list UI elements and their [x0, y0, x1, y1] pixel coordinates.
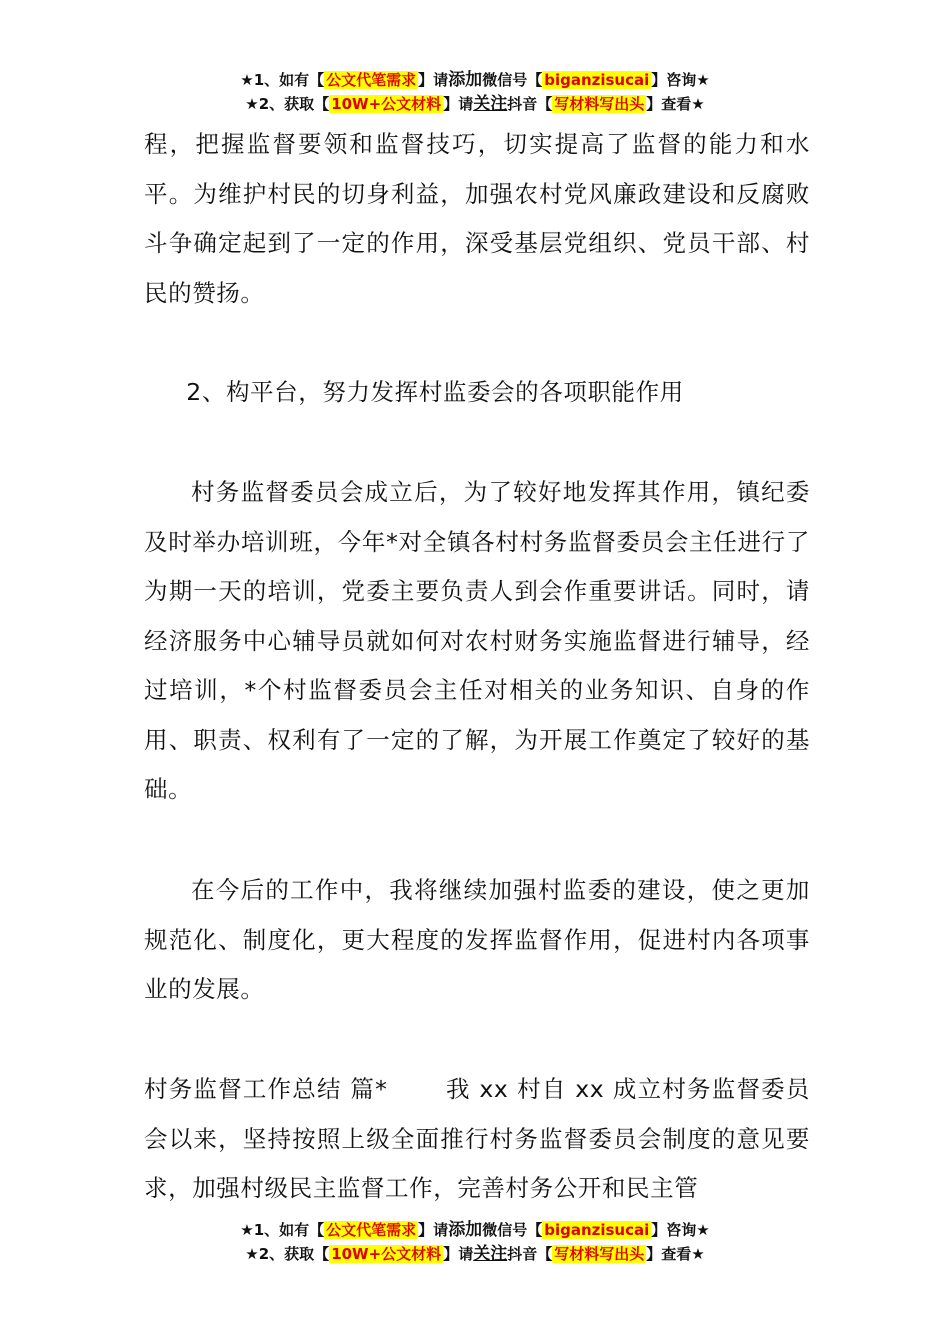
banner-emphasis: 关注	[473, 1244, 508, 1264]
banner-emphasis: 关注	[473, 94, 508, 114]
paragraph-text: 在今后的工作中，我将继续加强村监委的建设，使之更加规范化、制度化，更大程度的发挥监督作用，促进村内各项事业的发展。	[144, 876, 810, 1003]
paragraph-text: 程，把握监督要领和监督技巧，切实提高了监督的能力和水平。为维护村民的切身利益，加强农村党风廉政建设和反腐败斗争确定起到了一定的作用，深受基层党组织、党员干部、村民的赞扬。	[144, 130, 810, 307]
paragraph-body: 我 xx 村自 xx 成立村务监督委员会以来，坚持按照上级全面推行村务监督委员会制度的意见要求，加强村级民主监督工作，完善村务公开和民主管	[144, 1075, 810, 1202]
highlight-service: 公文代笔需求	[326, 71, 417, 89]
banner-text: 】请	[443, 95, 474, 113]
highlight-wechat-id: biganzisucai	[544, 71, 650, 89]
heading-text: 2、构平台，努力发挥村监委会的各项职能作用	[186, 378, 684, 406]
banner-text: 】咨询★	[651, 1221, 710, 1239]
banner-emphasis: 添加	[448, 1220, 483, 1240]
paragraph-text	[144, 1065, 810, 1214]
section-heading	[144, 368, 810, 418]
banner-text: 微信号【	[482, 71, 543, 89]
banner-line-2	[0, 1242, 950, 1266]
banner-line-2	[0, 92, 950, 116]
banner-text: ★1、如有【	[240, 1221, 325, 1239]
banner-text: 】咨询★	[651, 71, 710, 89]
banner-text: ★1、如有【	[240, 71, 325, 89]
paragraph-text: 村务监督委员会成立后，为了较好地发挥其作用，镇纪委及时举办培训班，今年*对全镇各村村务监督委员会主任进行了为期一天的培训，党委主要负责人到会作重要讲话。同时，请经济服务中心辅导员就如何对农村财务实施监督进行辅导，经过培训，*个村监督委员会主任对相关的业务知识、自身的作用、职责、权利有了一定的了解，为开展工作奠定了较好的基础。	[144, 478, 810, 803]
highlight-materials: 10W+公文材料	[331, 1245, 442, 1263]
banner-text: 】查看★	[646, 1245, 705, 1263]
banner-text: 抖音【	[507, 95, 553, 113]
banner-text: 】请	[418, 71, 449, 89]
banner-text: 抖音【	[507, 1245, 553, 1263]
banner-emphasis: 添加	[448, 70, 483, 90]
highlight-service: 公文代笔需求	[326, 1221, 417, 1239]
paragraph-continued	[144, 120, 810, 318]
banner-line-1	[0, 1218, 950, 1242]
banner-text: 微信号【	[482, 1221, 543, 1239]
top-banner	[0, 68, 950, 116]
paragraph-future	[144, 866, 810, 1015]
highlight-materials: 10W+公文材料	[331, 95, 442, 113]
paragraph-training	[144, 468, 810, 815]
bottom-banner	[0, 1218, 950, 1266]
banner-text: 】请	[418, 1221, 449, 1239]
banner-text: 】查看★	[646, 95, 705, 113]
paragraph-summary	[144, 1065, 810, 1214]
banner-text: 】请	[443, 1245, 474, 1263]
banner-text: ★2、获取【	[245, 1245, 330, 1263]
highlight-douyin-id: 写材料写出头	[554, 95, 645, 113]
article-title: 村务监督工作总结 篇*	[144, 1075, 388, 1103]
banner-line-1	[0, 68, 950, 92]
highlight-douyin-id: 写材料写出头	[554, 1245, 645, 1263]
highlight-wechat-id: biganzisucai	[544, 1221, 650, 1239]
banner-text: ★2、获取【	[245, 95, 330, 113]
